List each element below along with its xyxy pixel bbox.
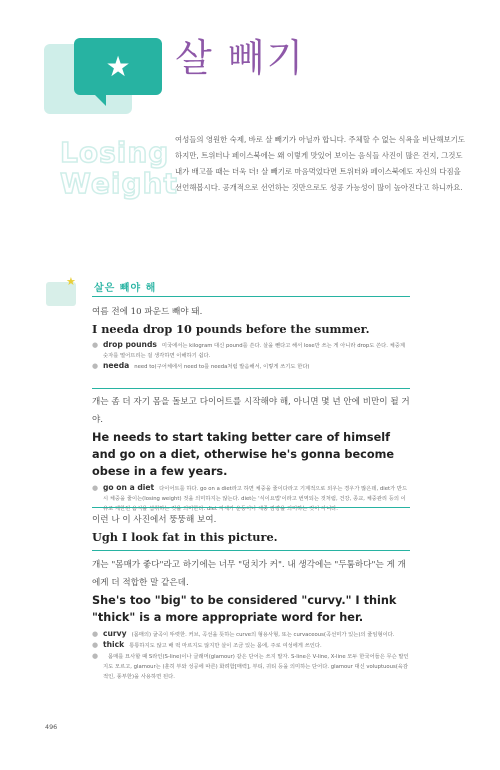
note-item [92,651,410,682]
block-divider [92,507,410,508]
phrase-block [92,303,410,372]
phrase-block [92,393,410,514]
notes-list [92,629,410,682]
notes-list [92,483,410,514]
note-item [92,340,410,361]
star-icon: ★ [105,49,131,83]
english-sentence: She's too "big" to be considered "curvy." I think "thick" is a more appropriate word for her. [92,594,397,624]
block-divider [92,550,410,551]
note-item [92,640,410,651]
page-title: 살 빼기 [175,36,306,80]
background-word-weight: Weight [60,167,178,200]
note-term: needa [103,361,130,370]
note-item [92,629,410,640]
page-number: 496 [45,723,58,731]
star-icon: ★ [66,275,76,288]
english-sentence: He needs to start taking better care of himself and go on a diet, otherwise he's gonna become obese in a few years. [92,431,395,478]
background-word-losing: Losing [60,136,170,169]
note-text: (몸매의) 굴곡이 뚜렷한. 커브, 곡선을 뜻하는 curve의 형용사형, 또는 curvaceous(곡선미가 있는)의 줄임형이다. [131,632,395,638]
note-text: 미국에서는 kilogram 대신 pound를 쓴다. 살을 뺀다고 해서 lose만 쓰는 게 아니라 drop도 쓴다. 체중계 숫자를 떨어뜨리는 걸 생각하면 이해하기 쉽다. [103,343,405,359]
korean-sentence: 개는 "몸매가 좋다"라고 하기에는 너무 "덩치가 커". 내 생각에는 "두툼하다"는 게 개에게 더 적합한 말 같은데. [92,560,406,588]
note-term: go on a diet [103,483,155,492]
note-item [92,361,410,372]
section-divider [92,296,410,297]
korean-sentence: 이런 나 이 사진에서 뚱뚱해 보여. [92,515,217,525]
english-sentence: I needa drop 10 pounds before the summer. [92,322,370,336]
note-text: 다이어트를 하다. go on a diet라고 하면 체중을 줄이다라고 기계적으로 외우는 경우가 많은데, diet가 반드시 체중을 줄이는(losing weight) 것을 의미하지는 않는다. diet는 '식이요법'이라고 번역되는 것처럼, 건강, 종교, 체중관리 등의 이유로 제한된 음식을 섭취하는 것을 의미한다. diet 자체가 운동이나 체중 감량을 의미하는 것이 아니다. [103,486,408,512]
english-sentence: Ugh I look fat in this picture. [92,530,278,544]
phrase-block [92,556,410,682]
phrase-block [92,511,410,545]
note-term: thick [103,640,125,649]
speech-bubble-tail [94,94,106,106]
notes-list [92,340,410,372]
note-item [92,483,410,514]
note-text: 통통하지도 않고 배 떡 마르지도 않지만 살이 조금 있는 몸에, 주로 여성에게 쓰인다. [129,643,322,649]
header-speech-bubble [74,38,162,95]
note-term: curvy [103,629,127,638]
note-text: need to(구어체에서 need to를 needa처럼 발음해서, 이렇게 쓰기도 한다) [134,364,310,370]
note-term: drop pounds [103,340,157,349]
section-title: 살은 빼야 해 [94,283,157,294]
korean-sentence: 여름 전에 10 파운드 빼야 돼. [92,307,203,317]
note-text: 몸매를 묘사할 때 S라인(S-line)이나 글래머(glamour) 같은 단어는 쓰지 말자. S-line은 V-line, X-line 모두 한국어들은 무슨 말인지도 모르고, glamour는 (훈히 부와 성공에 따른) 화려함[매력], 부티, 귀티 등을 의미하는 단어다. glamour 대신 voluptuous(육감적인, 풍부한)을 사용하면 된다. [103,654,409,680]
korean-sentence: 개는 좀 더 자기 몸을 돌보고 다이어트를 시작해야 해, 아니면 몇 년 안에 비만이 될 거야. [92,397,410,425]
block-divider [92,388,410,389]
intro-paragraph: 여성들의 영원한 숙제, 바로 살 빼기가 아닐까 합니다. 주체할 수 없는 식욕을 비난해보기도 하지만, 트위터나 페이스북에는 왜 이렇게 맛있어 보이는 음식들 사진이 많은 건지, 그것도 내가 배고플 때는 더욱 더! 살 빼기로 마음먹었다면 트위터와 페이스북에도 자신의 다짐을 선언해봅시다. 공개적으로 선언하는 것만으로도 성공 가능성이 많이 높아진다고 하니까요. [175,135,465,193]
